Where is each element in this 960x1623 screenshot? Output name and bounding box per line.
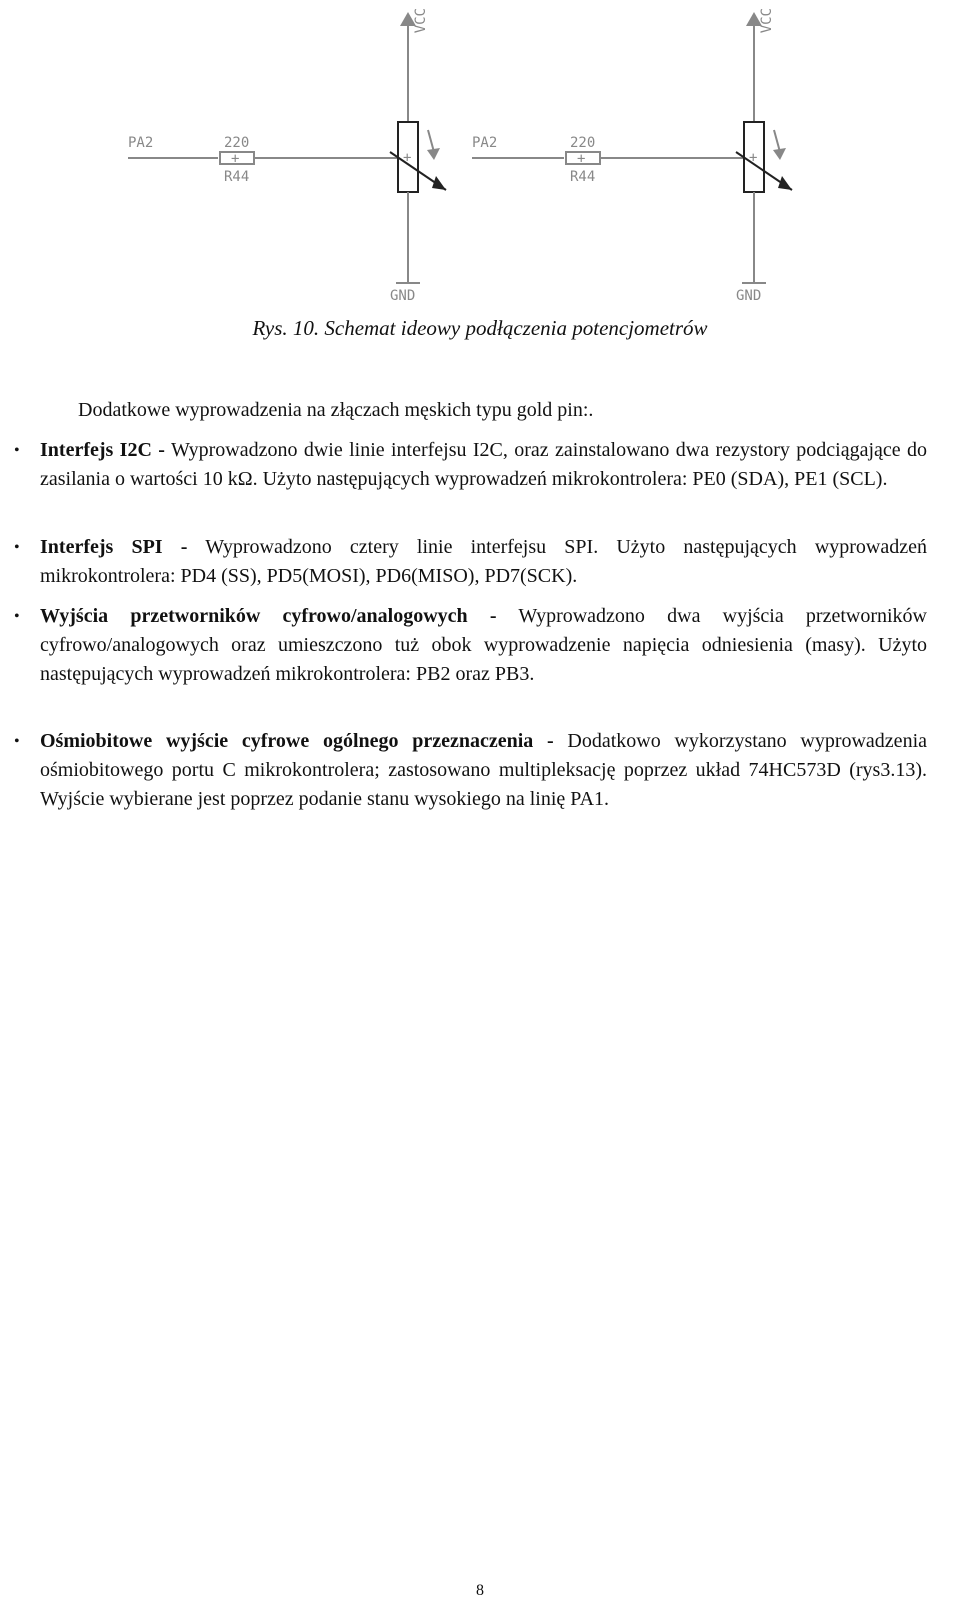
gnd-label: GND	[390, 288, 416, 304]
wiper-arrow-icon	[778, 176, 792, 190]
resistor-value-label: 220	[570, 135, 596, 151]
resistor-name-label: R44	[224, 169, 250, 185]
net-label-pa2: PA2	[472, 135, 498, 151]
resistor-value-label: 220	[224, 135, 250, 151]
potentiometer-plus-marker: +	[749, 150, 758, 166]
resistor-plus-marker: +	[231, 151, 240, 167]
bullet-icon: •	[14, 608, 20, 625]
list-item-title: Ośmiobitowe wyjście cyfrowe ogólnego przeznaczenia -	[40, 730, 554, 752]
page-number: 8	[476, 1582, 484, 1599]
list-item	[14, 436, 928, 494]
list-item	[14, 533, 927, 591]
vcc-label: VCC	[759, 8, 775, 34]
bullet-icon: •	[14, 733, 20, 750]
intro-paragraph: Dodatkowe wyprowadzenia na złączach męskich typu gold pin:.	[78, 399, 594, 421]
list-item	[14, 727, 927, 814]
schematic-left	[128, 8, 446, 304]
wiper-arrow-icon	[432, 176, 446, 190]
list-item	[14, 602, 928, 689]
bullet-icon: •	[14, 442, 20, 459]
net-label-pa2: PA2	[128, 135, 154, 151]
list-item-text: Dodatkowo wykorzystano wyprowadzenia ośmiobitowego portu C mikrokontrolera; zastosowano multipleksację poprzez układ 74HC573D (rys3.13). Wyjście wybierane jest poprzez podanie stanu wysokiego na linię PA1.	[40, 730, 927, 810]
list-item-title: Interfejs SPI -	[40, 536, 188, 558]
schematic-right	[472, 8, 792, 304]
list-item-title: Interfejs I2C -	[40, 439, 165, 461]
bullet-icon: •	[14, 539, 20, 556]
list-item-title: Wyjścia przetworników cyfrowo/analogowych -	[40, 605, 497, 627]
vcc-label: VCC	[413, 8, 429, 34]
figure-caption: Rys. 10. Schemat ideowy podłączenia potencjometrów	[252, 316, 708, 340]
list-item-text: Wyprowadzono dwa wyjścia przetworników cyfrowo/analogowych oraz umieszczono tuż obok wyprowadzenie napięcia odniesienia (masy). Użyto następujących wyprowadzeń mikrokontrolera: PB2 oraz PB3.	[40, 605, 928, 685]
resistor-name-label: R44	[570, 169, 596, 185]
list-item-text: Wyprowadzono dwie linie interfejsu I2C, oraz zainstalowano dwa rezystory podciągające do zasilania o wartości 10 kΩ. Użyto następujących wyprowadzeń mikrokontrolera: PE0 (SDA), PE1 (SCL).	[40, 439, 928, 490]
potentiometer-schematic	[0, 0, 960, 320]
resistor-plus-marker: +	[577, 151, 586, 167]
list-item-text: Wyprowadzono cztery linie interfejsu SPI. Użyto następujących wyprowadzeń mikrokontrolera: PD4 (SS), PD5(MOSI), PD6(MISO), PD7(SCK).	[40, 536, 927, 587]
gnd-label: GND	[736, 288, 762, 304]
potentiometer-plus-marker: +	[403, 150, 412, 166]
